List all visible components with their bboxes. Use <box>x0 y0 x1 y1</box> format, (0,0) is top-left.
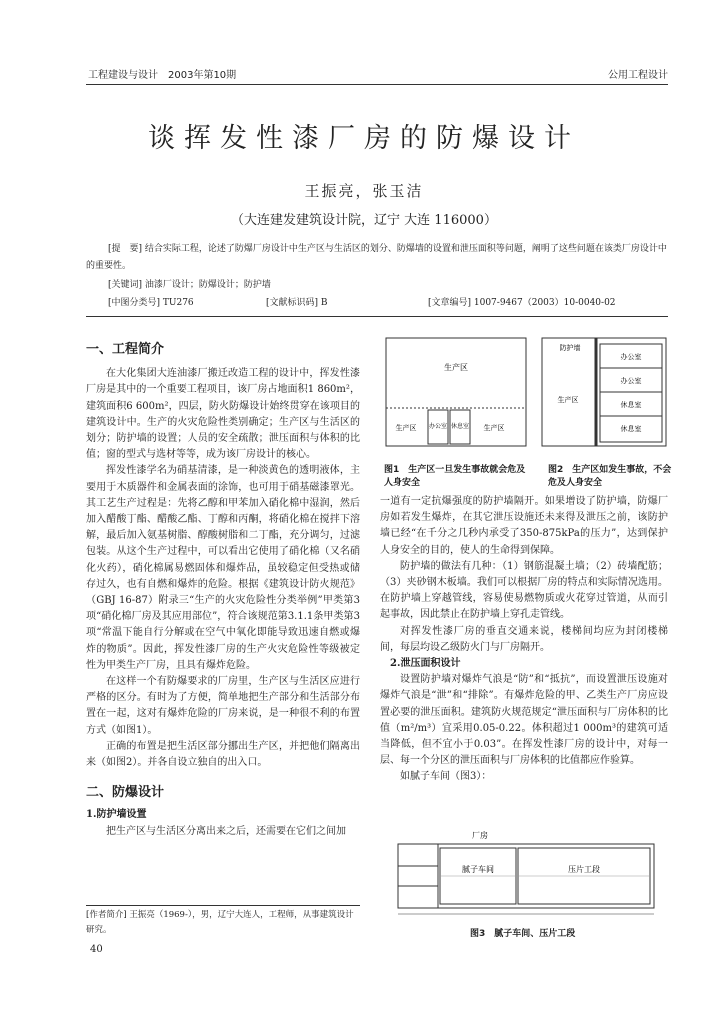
office-label: 办公室 <box>428 423 448 430</box>
abstract-rule <box>86 316 668 317</box>
paragraph: 正确的布置是把生活区部分挪出生产区，并把他们隔离出来（如图2）。并各自设立独自的出入口。 <box>86 740 360 769</box>
subsection-heading-vent: 2.泄压面积设计 <box>390 658 461 670</box>
paragraph: 对挥发性漆厂房的垂直交通来说，楼梯间均应为封闭楼梯间，每层均设乙级防火门与厂房隔开。 <box>380 625 668 653</box>
keywords-label: [关键词] <box>108 280 143 290</box>
paper-title: 谈挥发性漆厂房的防爆设计 <box>148 123 580 154</box>
section-heading-intro: 一、工程简介 <box>86 342 165 357</box>
production-area-label: 生产区 <box>444 363 468 372</box>
rest-label: 休息室 <box>450 423 470 430</box>
author-note: [作者简介] 王振亮（1969-），男，辽宁大连人，工程师，从事建筑设计研究。 <box>86 905 360 938</box>
office-label: 办公室 <box>620 353 642 361</box>
page-number: 40 <box>90 944 103 955</box>
figure-3 <box>384 826 668 922</box>
paragraph: 如腻子车间（图3）： <box>400 771 492 783</box>
paragraph: 把生产区与生活区分离出来之后，还需要在它们之间加 <box>106 825 346 837</box>
production-area-label: 生产区 <box>395 424 417 432</box>
affiliation: （大连建发建筑设计院，辽宁 大连 116000） <box>231 213 497 228</box>
right-column <box>380 494 668 786</box>
factory-label: 厂房 <box>472 831 488 840</box>
production-area-label: 生产区 <box>557 396 579 404</box>
section-header: 公用工程设计 <box>608 70 668 81</box>
journal-header: 工程建设与设计 2003年第10期 <box>88 70 237 81</box>
abstract-label: [提 要] <box>108 244 143 254</box>
section-heading-design: 二、防爆设计 <box>86 785 165 801</box>
subsection-heading-wall: 1.防护墙设置 <box>86 809 147 821</box>
paragraph: 在大化集团大连油漆厂搬迁改造工程的设计中，挥发性漆厂房是其中的一个重要工程项目，该厂房占地面积1 860m²，建筑面积6 600m²，四层，防火防爆设计始终贯穿在该项目的建筑设计中。生产的火灾危险性类别确定；生产区与生活区的划分；防护墙的设置；人员的安全疏散；泄压面积与体积的比值；窗的型式与选材等等，成为该厂房设计的核心。 <box>86 368 360 461</box>
document-code: [文献标识码] B <box>266 298 328 308</box>
figure-2 <box>540 330 670 454</box>
paragraph: 防护墙的做法有几种：（1）钢筋混凝土墙；（2）砖墙配筋；（3）夹砂钢木板墙。我们可以根据厂房的特点和实际情况选用。在防护墙上穿越管线，容易使易燃物质或火花穿过管道，从而引起事故，因此禁止在防护墙上穿孔走管线。 <box>380 560 668 621</box>
abstract <box>86 241 668 275</box>
production-area-label: 生产区 <box>483 424 505 432</box>
article-number: [文章编号] 1007-9467（2003）10-0040-02 <box>428 298 616 308</box>
header-rule <box>86 84 668 85</box>
figure-2-caption: 图2 生产区如发生事故，不会危及人身安全 <box>548 465 672 488</box>
clc-number: [中图分类号] TU276 <box>108 298 194 308</box>
keywords <box>108 277 271 290</box>
putty-workshop-label: 腻子车间 <box>462 865 494 874</box>
paragraph: 一道有一定抗爆强度的防护墙隔开。如果增设了防护墙，防爆厂房如若发生爆炸，在其它泄压设施还未来得及泄压之前，该防护墙已经“在千分之几秒内承受了350-875kPa的压力”，达到保护人身安全的目的，使人的生命得到保障。 <box>380 496 668 556</box>
office-label: 办公室 <box>620 377 642 385</box>
authors: 王振亮，张玉洁 <box>304 182 424 200</box>
left-column <box>86 342 360 840</box>
figure-3-caption: 图3 腻子车间、压片工段 <box>470 929 576 939</box>
rest-label: 休息室 <box>620 401 642 409</box>
rest-label: 休息室 <box>620 425 642 433</box>
abstract-text: 结合实际工程，论述了防爆厂房设计中生产区与生活区的划分、防爆墙的设置和泄压面积等问题，阐明了这些问题在该类厂房设计中的重要性。 <box>86 244 667 271</box>
keywords-text: 油漆厂设计；防爆设计；防护墙 <box>144 280 271 290</box>
paragraph: 挥发性漆学名为硝基清漆，是一种淡黄色的透明液体，主要用于木质器件和金属表面的涂饰，也可用于硝基磁漆罩光。其工艺生产过程是：先将乙醇和甲苯加入硝化棉中湿润，然后加入醋酸丁酯、醋酸乙酯、丁醇和丙酮，将硝化棉在搅拌下溶解，最后加入氨基树脂、醇酸树脂和二丁酯，充分调匀，过滤包装。从这个生产过程中，可以看出它使用了硝化棉（又名硝化火药），硝化棉属易燃固体和爆炸品，虽较稳定但受热或储存过久，也有自燃和爆炸的危险。根据《建筑设计防火规范》（GBJ 16-87）附录三“生产的火灾危险性分类举例”甲类第3项“硝化棉厂房及其应用部位”，符合该规范第3.1.1条甲类第3项“常温下能自行分解或在空气中氧化即能导致迅速自燃或爆炸的物质”。因此，挥发性漆厂房的生产火灾危险性等级被定性为甲类生产厂房，且具有爆炸危险。 <box>86 465 360 671</box>
figure-1-caption: 图1 生产区一旦发生事故就会危及人身安全 <box>384 465 526 488</box>
paragraph: 设置防护墙对爆炸气浪是“防”和“抵抗”，而设置泄压设施对爆炸气浪是“泄”和“排除”。有爆炸危险的甲、乙类生产厂房应设置必要的泄压面积。建筑防火规范规定“泄压面积与厂房体积的比值（m²/m³）宜采用0.05-0.22。体积超过1 000m³的建筑可适当降低，但不宜小于0.03”。在挥发性漆厂房的设计中，对每一层、每一个分区的泄压面积与厂房体积的比值都应作验算。 <box>380 674 668 767</box>
paragraph: 在这样一个有防爆要求的厂房里，生产区与生活区应进行严格的区分。有时为了方便，简单地把生产部分和生活部分布置在一起，这对有爆炸危险的厂房来说，是一种很不利的布置方式（如图1）。 <box>86 676 360 736</box>
figure-1 <box>382 330 530 454</box>
wall-label: 防护墙 <box>559 344 581 352</box>
press-section-label: 压片工段 <box>568 865 600 874</box>
